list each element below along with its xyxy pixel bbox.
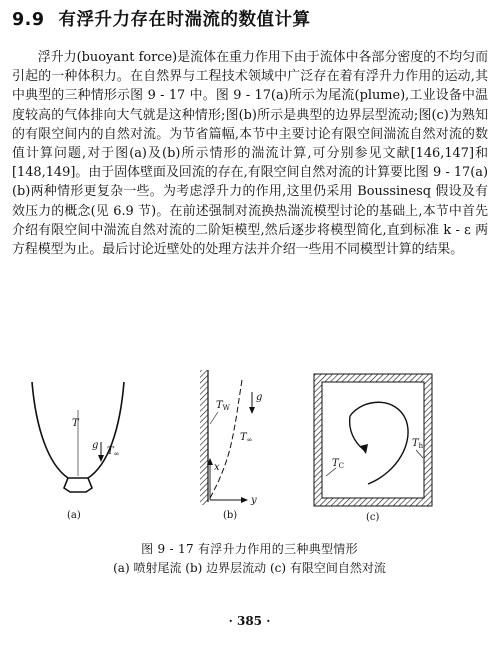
body-text (12, 48, 488, 259)
figure-a-plume (24, 370, 134, 525)
section-heading (12, 6, 492, 31)
label-T: T (72, 418, 79, 429)
label-T-inf: $T_\infty$ (107, 446, 120, 458)
figure-c-label: (c) (366, 512, 380, 523)
axis-y: y (251, 495, 257, 506)
section-number: 9.9 (12, 10, 45, 30)
figure-b-label: (b) (223, 510, 238, 521)
figure-subcaption: (a) 喷射尾流 (b) 边界层流动 (c) 有限空间自然对流 (113, 561, 386, 575)
axis-x: x (214, 462, 220, 473)
figure-9-17 (12, 370, 488, 530)
page-number: · 385 · (228, 614, 271, 628)
label-Tw: $T_W$ (216, 400, 230, 412)
figure-caption: 图 9 - 17 有浮升力作用的三种典型情形 (141, 542, 358, 556)
label-g: g (256, 392, 263, 403)
figure-c-enclosure (308, 370, 438, 525)
label-Tc: $T_C$ (332, 458, 345, 470)
label-Th: $T_h$ (412, 438, 424, 450)
section-title: 有浮升力存在时湍流的数值计算 (58, 10, 311, 30)
label-T-inf: $T_\infty$ (240, 432, 253, 444)
label-g: g (92, 440, 99, 451)
figure-a-label: (a) (67, 510, 81, 521)
figure-b-boundary-layer (190, 370, 300, 525)
paragraph: 浮升力(buoyant force)是流体在重力作用下由于流体中各部分密度的不均匀而引起的一种体积力。在自然界与工程技术领域中广泛存在着有浮升力作用的运动,其中典型的三种情形示图 9 - 17 中。图 9 - 17(a)所示为尾流(plume),工业设备中温度较高的气体排向大气就是这种情形;图(b)所示是典型的边界层型流动;图(c)为熟知的有限空间内的自然对流。为节省篇幅,本节中主要讨论有限空间湍流自然对流的数值计算问题,对于图(a)及(b)所示情形的湍流计算,可分别参见文献[146,147]和[148,149]。由于固体壁面及回流的存在,有限空间自然对流的计算要比图 9 - 17(a) (b)两种情形更复杂一些。为考虑浮升力的作用,这里仍采用 Boussinesq 假设及有效压力的概念(见 6.9 节)。在前述强制对流换热湍流模型讨论的基础上,本节中首先介绍有限空间中湍流自然对流的二阶矩模型,然后逐步将模型简化,直到标准 k - ε 两方程模型为止。最后讨论近壁处的处理方法并介绍一些用不同模型计算的结果。 (12, 50, 488, 258)
